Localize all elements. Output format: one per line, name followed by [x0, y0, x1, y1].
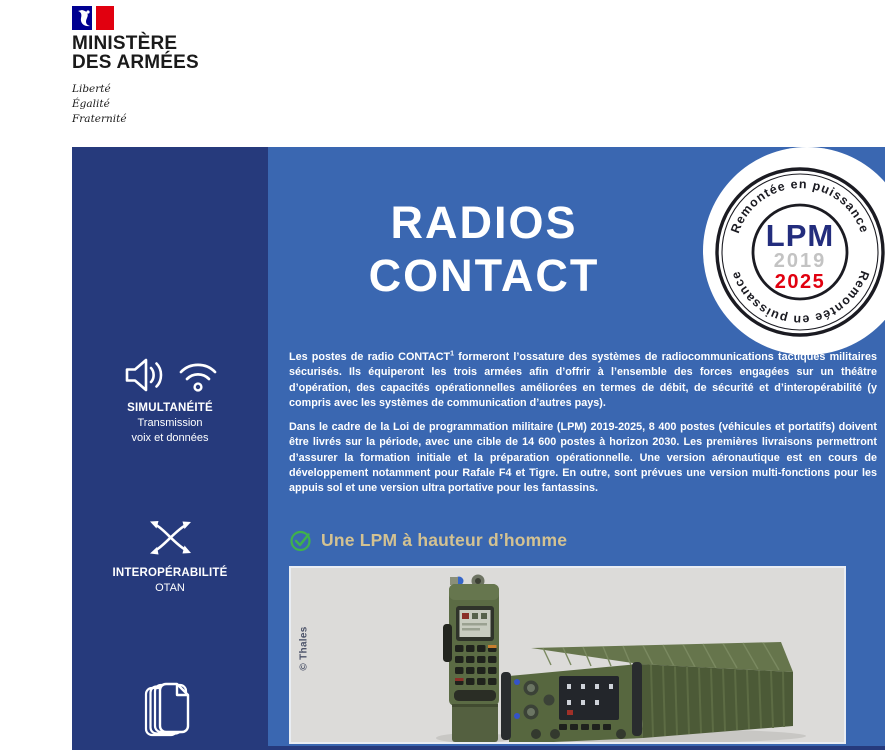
lpm-2019-2025-badge	[712, 164, 885, 340]
intro-paragraph-1	[289, 350, 877, 411]
government-logo	[72, 6, 199, 127]
radio-photo-panel	[289, 566, 846, 744]
section-heading	[289, 529, 567, 552]
sidebar-subtitle-line: Transmission	[137, 417, 203, 429]
next-section-edge	[72, 746, 885, 750]
speaker-icon	[122, 355, 168, 395]
crossed-arrows-icon	[144, 514, 196, 560]
paragraph1-text-rest: formeront l’ossature des systèmes de radiocommunications tactiques militaires sécurisés. Ils équiperont les trois armées afin d’offrir à l’ensemble des forces engagées sur un théâtre d’opération, des capacités opérationnelles améliorées en termes de débit, de sécurité et d’interopérabilité (y compris avec les systèmes de communication d’autres pays).	[289, 351, 877, 409]
sidebar-item-simultaneite	[72, 355, 268, 445]
french-flag-icon	[72, 6, 114, 30]
paragraph1-text: Les postes de radio CONTACT	[289, 351, 451, 363]
sidebar-item-subtitle	[72, 581, 268, 596]
documents-icon	[141, 679, 199, 743]
handheld-radio	[443, 575, 499, 743]
sidebar-item-subtitle	[72, 416, 268, 445]
ministry-name-line2: DES ARMÉES	[72, 52, 199, 73]
badge-year-start: 2019	[773, 250, 827, 272]
intro-paragraph-2: Dans le cadre de la Loi de programmation militaire (LPM) 2019-2025, 8 400 postes (véhicules et portatifs) doivent être livrés sur la période, avec une cible de 14 600 postes à horizon 2030. Les premières livraisons permettront d’assurer la formation initiale et la préparation opérationnelle. Une version aéronautique est en cours de développement notamment pour Rafale F4 et Tigre. En outre, sont prévues une version multi-fonctions pour les appuis sol et une version ultra portative pour les fantassins.	[289, 421, 877, 495]
sidebar-subtitle-line: OTAN	[155, 582, 185, 594]
footnote-marker: 1	[450, 350, 455, 358]
page-title-line1: RADIOS	[390, 197, 578, 248]
page-title-line2: CONTACT	[368, 250, 600, 301]
motto-line: Liberté	[72, 83, 111, 95]
sidebar-item-title: INTEROPÉRABILITÉ	[112, 567, 228, 579]
radios-photo	[291, 568, 844, 742]
page-title	[294, 196, 674, 302]
badge-arc-text-top: Remontée en puissance	[728, 177, 872, 236]
sidebar	[72, 147, 268, 750]
section-heading-label: Une LPM à hauteur d’homme	[321, 530, 568, 550]
ministry-name	[72, 34, 199, 72]
badge-lpm-label: LPM	[765, 218, 835, 253]
wifi-icon	[178, 359, 218, 395]
check-circle-icon	[289, 529, 312, 552]
sidebar-subtitle-line: voix et données	[131, 431, 209, 444]
sidebar-item-documents	[72, 679, 268, 743]
sidebar-item-icons	[72, 679, 268, 743]
republic-motto	[72, 82, 199, 127]
motto-line: Égalité	[72, 98, 110, 110]
motto-line: Fraternité	[72, 113, 127, 125]
sidebar-item-interoperabilite	[72, 514, 268, 596]
badge-arc-text-bottom: Remontée en puissance	[728, 268, 872, 327]
content-sheet	[72, 147, 885, 750]
sidebar-item-icons	[72, 355, 268, 395]
ministry-name-line1: MINISTÈRE	[72, 33, 178, 54]
photo-credit: © Thales	[298, 626, 310, 671]
intro-text	[289, 350, 877, 497]
sidebar-item-title: SIMULTANÉITÉ	[127, 402, 213, 414]
badge-year-end: 2025	[774, 271, 826, 293]
vehicle-radio	[501, 642, 793, 742]
sidebar-item-icons	[72, 514, 268, 560]
